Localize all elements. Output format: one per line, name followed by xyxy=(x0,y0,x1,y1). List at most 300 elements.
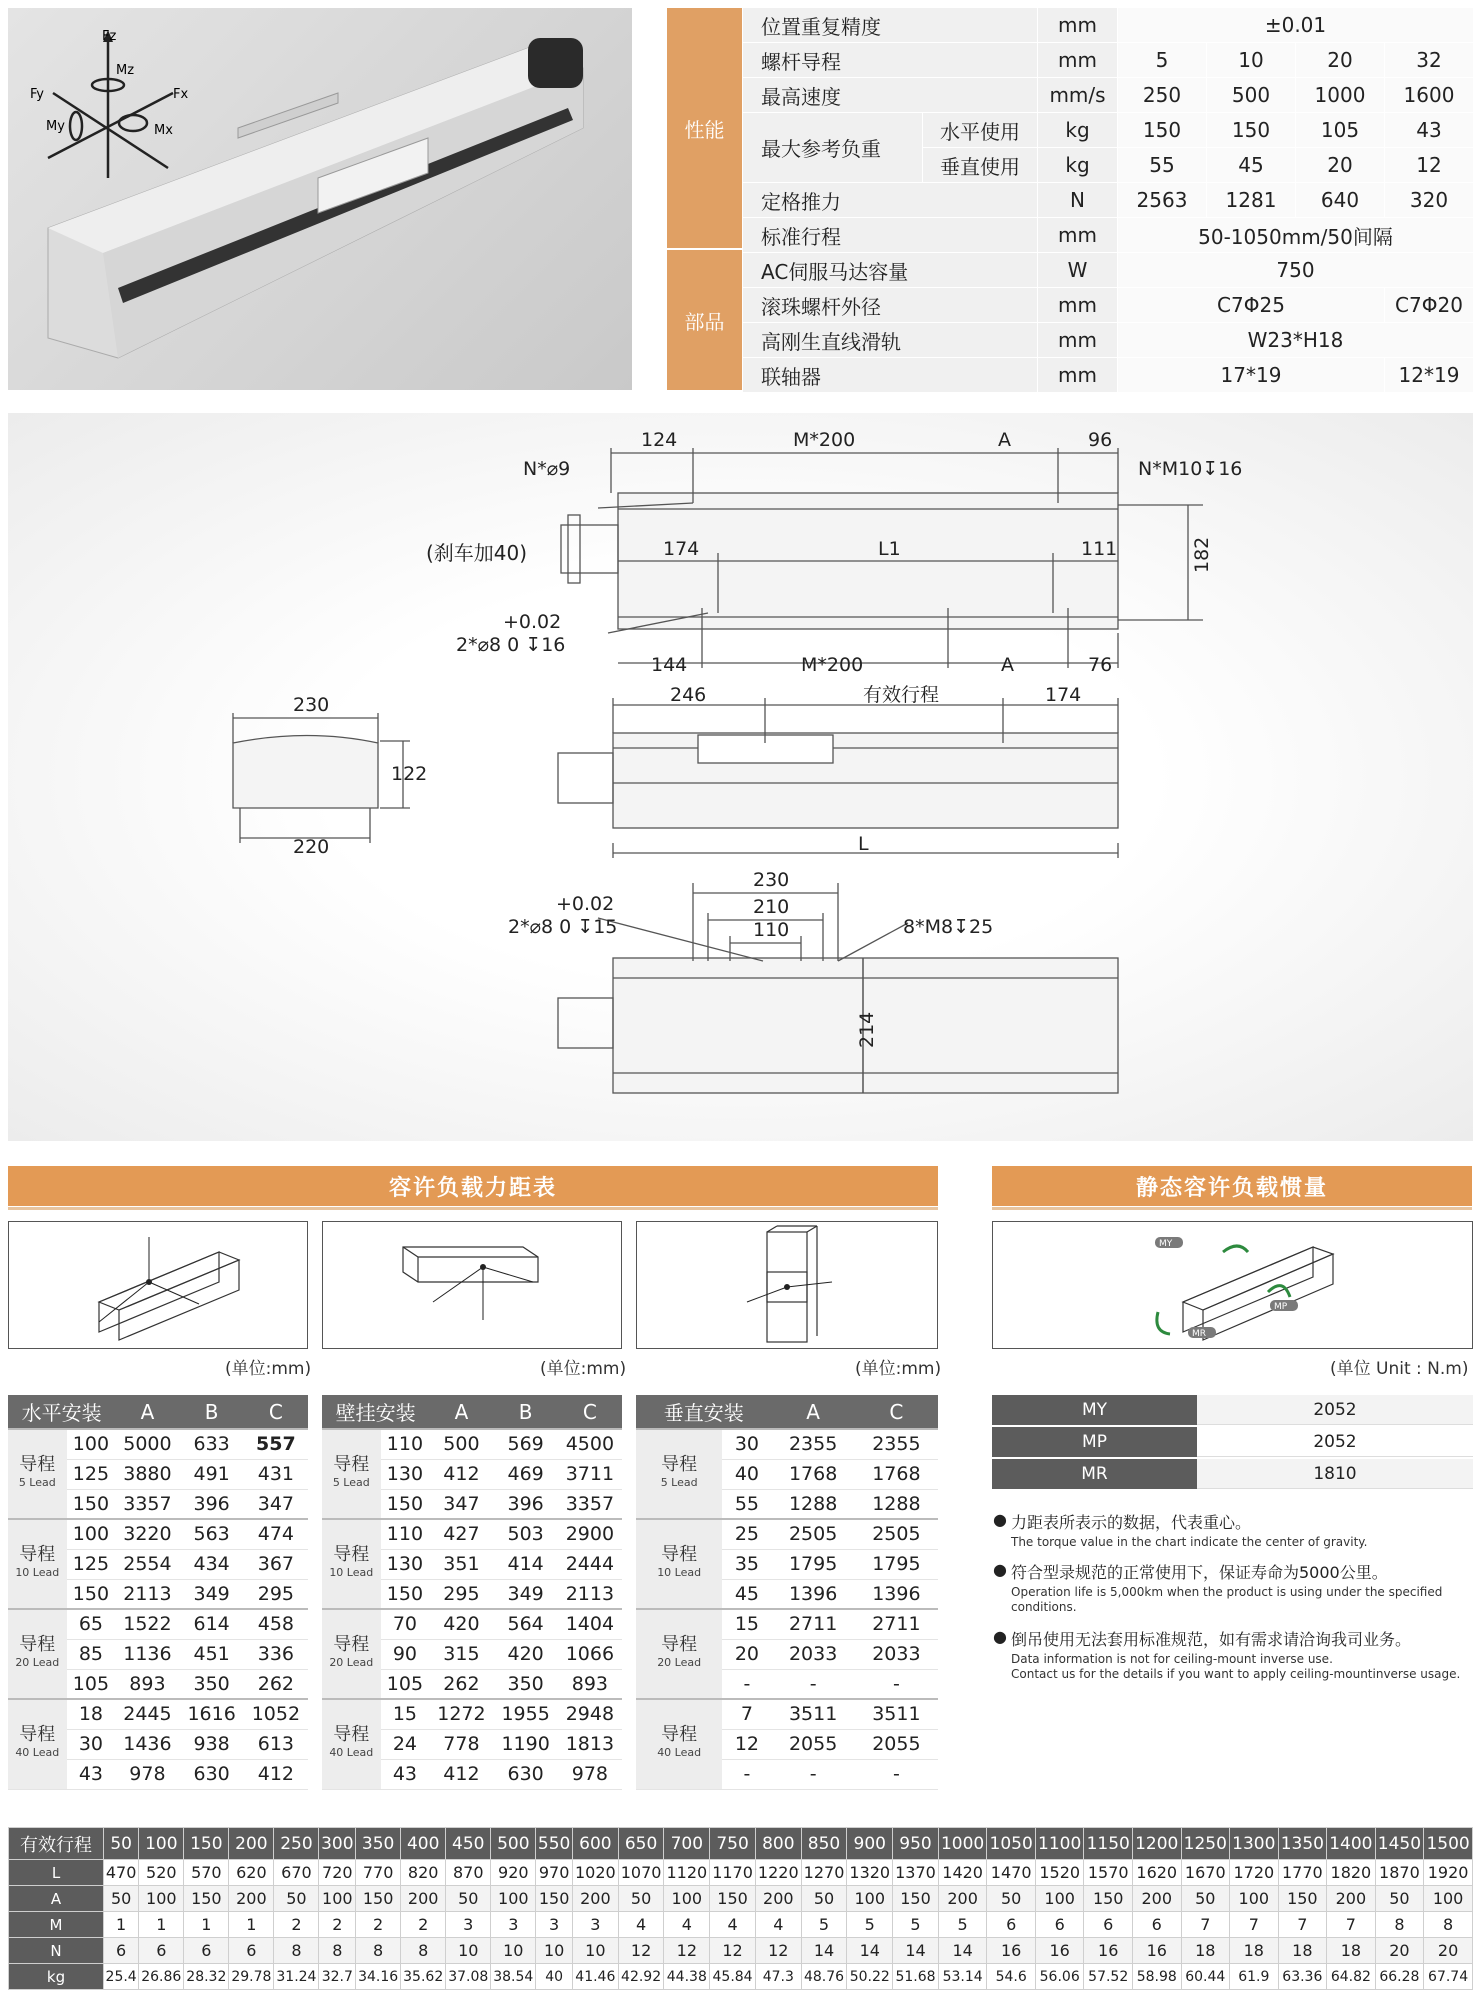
spec-value: 2563 xyxy=(1117,183,1206,218)
mx-label: Mx xyxy=(154,123,173,138)
lead-cell: 导程 10 Lead xyxy=(322,1519,381,1609)
table-cell: 1795 xyxy=(855,1549,938,1579)
table-cell: 427 xyxy=(429,1519,493,1549)
stroke-cell: 32.7 xyxy=(319,1964,356,1990)
dim-246: 246 xyxy=(670,684,707,706)
spec-unit: mm xyxy=(1037,43,1117,78)
stroke-cell: 2 xyxy=(401,1912,446,1938)
static-title: 静态容许负载惯量 xyxy=(992,1166,1472,1206)
table-cell: - xyxy=(722,1759,771,1789)
table-cell: 414 xyxy=(494,1549,558,1579)
table-cell: 3511 xyxy=(855,1699,938,1729)
table-cell: 938 xyxy=(180,1729,244,1759)
table-cell: 15 xyxy=(381,1699,430,1729)
table-cell: 7 xyxy=(722,1699,771,1729)
table-cell: 451 xyxy=(180,1639,244,1669)
static-value: 1810 xyxy=(1197,1459,1473,1489)
stroke-cell: 8 xyxy=(356,1938,401,1964)
table-cell: 2113 xyxy=(558,1579,622,1609)
static-name: MY xyxy=(992,1395,1197,1425)
dim-96: 96 xyxy=(1088,429,1113,451)
stroke-cell: 5 xyxy=(847,1912,893,1938)
lead-cell: 导程 5 Lead xyxy=(322,1429,381,1519)
table-cell: 262 xyxy=(244,1669,308,1699)
table-cell: 2113 xyxy=(115,1579,179,1609)
table-cell: 2055 xyxy=(772,1729,855,1759)
diagram-horizontal xyxy=(8,1221,308,1349)
dim-220: 220 xyxy=(293,836,330,858)
table-cell: - xyxy=(855,1759,938,1789)
stroke-cell: 50 xyxy=(801,1886,847,1912)
table-cell: 35 xyxy=(722,1549,771,1579)
diagram-wall xyxy=(322,1221,622,1349)
table-cell: 2711 xyxy=(772,1609,855,1639)
spec-value: 12*19 xyxy=(1384,358,1473,393)
stroke-cell: 50 xyxy=(618,1886,664,1912)
stroke-cell: 150 xyxy=(536,1886,573,1912)
spec-label: 滚珠螺杆外径 xyxy=(742,288,1037,323)
table-cell: 367 xyxy=(244,1549,308,1579)
table-cell: 110 xyxy=(381,1429,430,1459)
stroke-cell: 1 xyxy=(104,1912,139,1938)
stroke-cell: 64.82 xyxy=(1327,1964,1376,1990)
stroke-cell: 150 xyxy=(356,1886,401,1912)
table-cell: 3220 xyxy=(115,1519,179,1549)
stroke-cell: 6 xyxy=(1084,1912,1133,1938)
table-cell: 1288 xyxy=(855,1489,938,1519)
col-header: B xyxy=(494,1395,558,1429)
table-cell: 295 xyxy=(429,1579,493,1609)
stroke-cell: 45.84 xyxy=(710,1964,756,1990)
stroke-cell: 58.98 xyxy=(1132,1964,1181,1990)
stroke-cell: 35.62 xyxy=(401,1964,446,1990)
stroke-cell: 6 xyxy=(104,1938,139,1964)
stroke-cell: 63.36 xyxy=(1278,1964,1327,1990)
dim-230-bottom: 230 xyxy=(753,869,790,891)
stroke-cell: 12 xyxy=(618,1938,664,1964)
dim-n-hole: N*⌀9 xyxy=(523,458,571,480)
table-cell: 1768 xyxy=(855,1459,938,1489)
col-header: C xyxy=(558,1395,622,1429)
dim-pin: 2*⌀8 0 ↧16 xyxy=(456,634,566,656)
stroke-cell: 4 xyxy=(710,1912,756,1938)
table-cell: 315 xyxy=(429,1639,493,1669)
stroke-cell: 20 xyxy=(1424,1938,1473,1964)
table-cell: 434 xyxy=(180,1549,244,1579)
table-cell: 420 xyxy=(494,1639,558,1669)
stroke-cell: 7 xyxy=(1327,1912,1376,1938)
spec-label: 高刚生直线滑轨 xyxy=(742,323,1037,358)
mount-header: 垂直安装 xyxy=(636,1395,772,1429)
stroke-cell: 200 xyxy=(229,1886,274,1912)
stroke-col: 1400 xyxy=(1327,1828,1376,1860)
note-cn: 倒吊使用无法套用标准规范，如有需求请洽询我司业务。 xyxy=(1011,1630,1412,1649)
stroke-col: 200 xyxy=(229,1828,274,1860)
stroke-cell: 4 xyxy=(664,1912,710,1938)
stroke-cell: 1370 xyxy=(893,1860,939,1886)
stroke-cell: 100 xyxy=(491,1886,536,1912)
diagram-vertical xyxy=(636,1221,938,1349)
table-cell: 1272 xyxy=(429,1699,493,1729)
table-cell: 412 xyxy=(244,1759,308,1789)
spec-sublabel: 水平使用 xyxy=(922,113,1037,148)
spec-value: 12 xyxy=(1384,148,1473,183)
actuator-image xyxy=(8,8,632,390)
table-cell: 349 xyxy=(494,1579,558,1609)
stroke-cell: 6 xyxy=(229,1938,274,1964)
stroke-col: 900 xyxy=(847,1828,893,1860)
note-item: ● 符合型录规范的正常使用下，保证寿命为5000公里。 Operation life is 5,000km when the product is using under the specified conditions. xyxy=(993,1560,1463,1615)
spec-label: 联轴器 xyxy=(742,358,1037,393)
dim-124: 124 xyxy=(641,429,678,451)
table-cell: 978 xyxy=(115,1759,179,1789)
table-cell: 40 xyxy=(722,1459,771,1489)
table-cell: 1396 xyxy=(855,1579,938,1609)
stroke-cell: 16 xyxy=(987,1938,1036,1964)
stroke-cell: 3 xyxy=(536,1912,573,1938)
stroke-cell: 470 xyxy=(104,1860,139,1886)
spec-label: 位置重复精度 xyxy=(742,8,1037,43)
drawing-svg xyxy=(8,413,1473,1141)
table-cell: 100 xyxy=(67,1519,116,1549)
table-cell: 12 xyxy=(722,1729,771,1759)
stroke-cell: 6 xyxy=(1132,1912,1181,1938)
dim-174: 174 xyxy=(663,538,700,560)
stroke-cell: 870 xyxy=(446,1860,491,1886)
stroke-col: 250 xyxy=(274,1828,319,1860)
stroke-cell: 1720 xyxy=(1230,1860,1279,1886)
table-cell: 45 xyxy=(722,1579,771,1609)
mount-header: 水平安装 xyxy=(8,1395,115,1429)
stroke-cell: 16 xyxy=(1132,1938,1181,1964)
stroke-cell: 14 xyxy=(893,1938,939,1964)
spec-value: 320 xyxy=(1384,183,1473,218)
dim-144: 144 xyxy=(651,654,688,676)
stroke-col: 850 xyxy=(801,1828,847,1860)
stroke-cell: 6 xyxy=(987,1912,1036,1938)
stroke-cell: 5 xyxy=(801,1912,847,1938)
table-cell: 150 xyxy=(67,1579,116,1609)
spec-value: 105 xyxy=(1295,113,1384,148)
lead-cell: 导程 40 Lead xyxy=(636,1699,722,1789)
stroke-col: 750 xyxy=(710,1828,756,1860)
table-cell: 150 xyxy=(381,1489,430,1519)
unit-static: (单位 Unit : N.m) xyxy=(1330,1359,1469,1379)
table-cell: 396 xyxy=(180,1489,244,1519)
col-header: A xyxy=(115,1395,179,1429)
table-cell: 2948 xyxy=(558,1699,622,1729)
stroke-cell: 520 xyxy=(139,1860,184,1886)
table-cell: 1436 xyxy=(115,1729,179,1759)
table-cell: 1404 xyxy=(558,1609,622,1639)
spec-value: 20 xyxy=(1295,148,1384,183)
table-cell: 978 xyxy=(558,1759,622,1789)
table-cell: 130 xyxy=(381,1549,430,1579)
dim-76: 76 xyxy=(1088,654,1113,676)
stroke-cell: 200 xyxy=(401,1886,446,1912)
table-cell: 3711 xyxy=(558,1459,622,1489)
spec-value: ±0.01 xyxy=(1117,8,1473,43)
stroke-cell: 57.52 xyxy=(1084,1964,1133,1990)
table-cell: 2444 xyxy=(558,1549,622,1579)
product-photo xyxy=(8,8,632,390)
table-cell: 3357 xyxy=(115,1489,179,1519)
stroke-cell: 12 xyxy=(755,1938,801,1964)
spec-value: W23*H18 xyxy=(1117,323,1473,358)
table-cell: 412 xyxy=(429,1459,493,1489)
stroke-col: 300 xyxy=(319,1828,356,1860)
dim-n-m10: N*M10↧16 xyxy=(1138,458,1243,480)
table-cell: 110 xyxy=(381,1519,430,1549)
stroke-cell: 670 xyxy=(274,1860,319,1886)
stroke-cell: 100 xyxy=(847,1886,893,1912)
spec-unit: kg xyxy=(1037,113,1117,148)
dim-m200: M*200 xyxy=(793,429,856,451)
stroke-cell: 1220 xyxy=(755,1860,801,1886)
spec-label: 最高速度 xyxy=(742,78,1037,113)
table-cell: 43 xyxy=(381,1759,430,1789)
table-cell: 2445 xyxy=(115,1699,179,1729)
stroke-col: 100 xyxy=(139,1828,184,1860)
table-cell: 150 xyxy=(67,1489,116,1519)
stroke-cell: 200 xyxy=(938,1886,987,1912)
stroke-cell: 12 xyxy=(664,1938,710,1964)
stroke-col: 1000 xyxy=(938,1828,987,1860)
spec-value: 45 xyxy=(1206,148,1295,183)
mp-tag: MP xyxy=(1274,1302,1288,1312)
table-cell: 4500 xyxy=(558,1429,622,1459)
table-cell: 350 xyxy=(494,1669,558,1699)
stroke-cell: 41.46 xyxy=(572,1964,618,1990)
table-cell: 431 xyxy=(244,1459,308,1489)
stroke-cell: 31.24 xyxy=(274,1964,319,1990)
stroke-cell: 14 xyxy=(801,1938,847,1964)
stroke-cell: 150 xyxy=(710,1886,756,1912)
col-header: C xyxy=(244,1395,308,1429)
stroke-col: 950 xyxy=(893,1828,939,1860)
stroke-table xyxy=(8,1827,1473,1990)
dim-tol: +0.02 xyxy=(503,611,562,633)
moment-title: 容许负载力距表 xyxy=(8,1166,938,1206)
table-cell: 469 xyxy=(494,1459,558,1489)
stroke-cell: 8 xyxy=(274,1938,319,1964)
stroke-cell: 7 xyxy=(1278,1912,1327,1938)
stroke-cell: 1670 xyxy=(1181,1860,1230,1886)
stroke-cell: 100 xyxy=(319,1886,356,1912)
table-cell: 420 xyxy=(429,1609,493,1639)
spec-value: 250 xyxy=(1117,78,1206,113)
table-cell: 295 xyxy=(244,1579,308,1609)
stroke-cell: 1770 xyxy=(1278,1860,1327,1886)
stroke-cell: 5 xyxy=(893,1912,939,1938)
lead-cell: 导程 5 Lead xyxy=(636,1429,722,1519)
spec-value: 55 xyxy=(1117,148,1206,183)
stroke-cell: 8 xyxy=(1375,1912,1424,1938)
stroke-cell: 100 xyxy=(139,1886,184,1912)
stroke-cell: 2 xyxy=(356,1912,401,1938)
table-cell: 503 xyxy=(494,1519,558,1549)
spec-unit: mm/s xyxy=(1037,78,1117,113)
stroke-cell: 20 xyxy=(1375,1938,1424,1964)
dim-214: 214 xyxy=(856,1011,878,1048)
stroke-cell: 10 xyxy=(536,1938,573,1964)
dim-m200b: M*200 xyxy=(801,654,864,676)
table-cell: 1052 xyxy=(244,1699,308,1729)
spec-value: 5 xyxy=(1117,43,1206,78)
table-cell: 893 xyxy=(558,1669,622,1699)
table-cell: 90 xyxy=(381,1639,430,1669)
stroke-cell: 1820 xyxy=(1327,1860,1376,1886)
note-item: ● 倒吊使用无法套用标准规范，如有需求请洽询我司业务。 Data information is not for ceiling-mount inverse use. Contact us for the details if you want to apply ceiling-mountinverse usage. xyxy=(993,1627,1463,1682)
stroke-cell: 50 xyxy=(1181,1886,1230,1912)
stroke-cell: 61.9 xyxy=(1230,1964,1279,1990)
table-cell: 125 xyxy=(67,1549,116,1579)
stroke-cell: 16 xyxy=(1084,1938,1133,1964)
table-cell: 3880 xyxy=(115,1459,179,1489)
dim-111: 111 xyxy=(1081,538,1118,560)
stroke-cell: 1520 xyxy=(1035,1860,1084,1886)
table-cell: 412 xyxy=(429,1759,493,1789)
stroke-col: 1250 xyxy=(1181,1828,1230,1860)
table-cell: 336 xyxy=(244,1639,308,1669)
stroke-col: 700 xyxy=(664,1828,710,1860)
table-cell: 396 xyxy=(494,1489,558,1519)
my-label: My xyxy=(46,119,65,134)
stroke-cell: 26.86 xyxy=(139,1964,184,1990)
table-cell: 614 xyxy=(180,1609,244,1639)
spec-unit: kg xyxy=(1037,148,1117,183)
table-cell: 55 xyxy=(722,1489,771,1519)
spec-value: 500 xyxy=(1206,78,1295,113)
stroke-cell: 200 xyxy=(755,1886,801,1912)
spec-value: C7Φ20 xyxy=(1384,288,1473,323)
stroke-col: 600 xyxy=(572,1828,618,1860)
lead-cell: 导程 40 Lead xyxy=(322,1699,381,1789)
table-cell: 778 xyxy=(429,1729,493,1759)
static-value: 2052 xyxy=(1197,1427,1473,1457)
stroke-cell: 150 xyxy=(184,1886,229,1912)
stroke-cell: 1170 xyxy=(710,1860,756,1886)
stroke-cell: 100 xyxy=(1035,1886,1084,1912)
table-cell: - xyxy=(772,1759,855,1789)
table-cell: 563 xyxy=(180,1519,244,1549)
col-header: A xyxy=(429,1395,493,1429)
stroke-row-name: L xyxy=(9,1860,104,1886)
stroke-cell: 150 xyxy=(893,1886,939,1912)
stroke-cell: 4 xyxy=(618,1912,664,1938)
table-cell: 25 xyxy=(722,1519,771,1549)
table-cell: 2900 xyxy=(558,1519,622,1549)
table-cell: 474 xyxy=(244,1519,308,1549)
stroke-cell: 28.32 xyxy=(184,1964,229,1990)
stroke-cell: 770 xyxy=(356,1860,401,1886)
mz-label: Mz xyxy=(116,63,135,78)
table-cell: - xyxy=(855,1669,938,1699)
table-cell: 15 xyxy=(722,1609,771,1639)
lead-cell: 导程 5 Lead xyxy=(8,1429,67,1519)
note-en: Operation life is 5,000km when the product is using under the specified conditions. xyxy=(1011,1585,1443,1614)
spec-value: C7Φ25 xyxy=(1117,288,1384,323)
table-cell: 557 xyxy=(244,1429,308,1459)
stroke-cell: 18 xyxy=(1230,1938,1279,1964)
stroke-col: 550 xyxy=(536,1828,573,1860)
dim-210: 210 xyxy=(753,896,790,918)
table-cell: 85 xyxy=(67,1639,116,1669)
stroke-cell: 1120 xyxy=(664,1860,710,1886)
stroke-cell: 1 xyxy=(184,1912,229,1938)
stroke-cell: 2 xyxy=(274,1912,319,1938)
brake-note: (刹车加40) xyxy=(426,541,528,565)
table-cell: 893 xyxy=(115,1669,179,1699)
static-name: MP xyxy=(992,1427,1197,1457)
stroke-col: 1200 xyxy=(1132,1828,1181,1860)
stroke-cell: 1470 xyxy=(987,1860,1036,1886)
spec-value: 50-1050mm/50间隔 xyxy=(1117,218,1473,253)
table-cell: 130 xyxy=(381,1459,430,1489)
table-cell: 1136 xyxy=(115,1639,179,1669)
stroke-cell: 16 xyxy=(1035,1938,1084,1964)
mr-tag: MR xyxy=(1192,1329,1207,1339)
table-cell: 1190 xyxy=(494,1729,558,1759)
stroke-col: 1450 xyxy=(1375,1828,1424,1860)
stroke-cell: 25.4 xyxy=(104,1964,139,1990)
table-cell: 1396 xyxy=(772,1579,855,1609)
static-name: MR xyxy=(992,1459,1197,1489)
stroke-cell: 54.6 xyxy=(987,1964,1036,1990)
stroke-cell: 1 xyxy=(229,1912,274,1938)
table-cell: 150 xyxy=(381,1579,430,1609)
table-cell: 30 xyxy=(67,1729,116,1759)
stroke-cell: 18 xyxy=(1181,1938,1230,1964)
spec-value: 1281 xyxy=(1206,183,1295,218)
stroke-cell: 38.54 xyxy=(491,1964,536,1990)
stroke-cell: 50 xyxy=(104,1886,139,1912)
diagram-static xyxy=(992,1221,1473,1349)
spec-value: 1600 xyxy=(1384,78,1473,113)
dim-tol-bottom: +0.02 xyxy=(556,893,615,915)
stroke-cell: 620 xyxy=(229,1860,274,1886)
stroke-col: 400 xyxy=(401,1828,446,1860)
stroke-cell: 34.16 xyxy=(356,1964,401,1990)
stroke-cell: 53.14 xyxy=(938,1964,987,1990)
stroke-row-name: A xyxy=(9,1886,104,1912)
table-cell: 1813 xyxy=(558,1729,622,1759)
spec-value: 17*19 xyxy=(1117,358,1384,393)
stroke-col: 800 xyxy=(755,1828,801,1860)
table-horizontal xyxy=(8,1395,308,1790)
table-cell: 2033 xyxy=(855,1639,938,1669)
spec-table xyxy=(667,8,1473,390)
dim-ab: A xyxy=(1001,654,1014,676)
stroke-cell: 10 xyxy=(491,1938,536,1964)
stroke-cell: 42.92 xyxy=(618,1964,664,1990)
table-cell: 3511 xyxy=(772,1699,855,1729)
spec-label: AC伺服马达容量 xyxy=(742,253,1037,288)
stroke-cell: 200 xyxy=(1132,1886,1181,1912)
table-cell: 2055 xyxy=(855,1729,938,1759)
spec-value: 10 xyxy=(1206,43,1295,78)
stroke-cell: 1420 xyxy=(938,1860,987,1886)
stroke-cell: 50 xyxy=(1375,1886,1424,1912)
table-cell: 347 xyxy=(429,1489,493,1519)
stroke-cell: 12 xyxy=(710,1938,756,1964)
stroke-cell: 1 xyxy=(139,1912,184,1938)
note-en: The torque value in the chart indicate the center of gravity. xyxy=(1011,1535,1368,1549)
table-cell: 105 xyxy=(67,1669,116,1699)
stroke-cell: 56.06 xyxy=(1035,1964,1084,1990)
stroke-cell: 920 xyxy=(491,1860,536,1886)
dim-stroke: 有效行程 xyxy=(863,684,940,706)
